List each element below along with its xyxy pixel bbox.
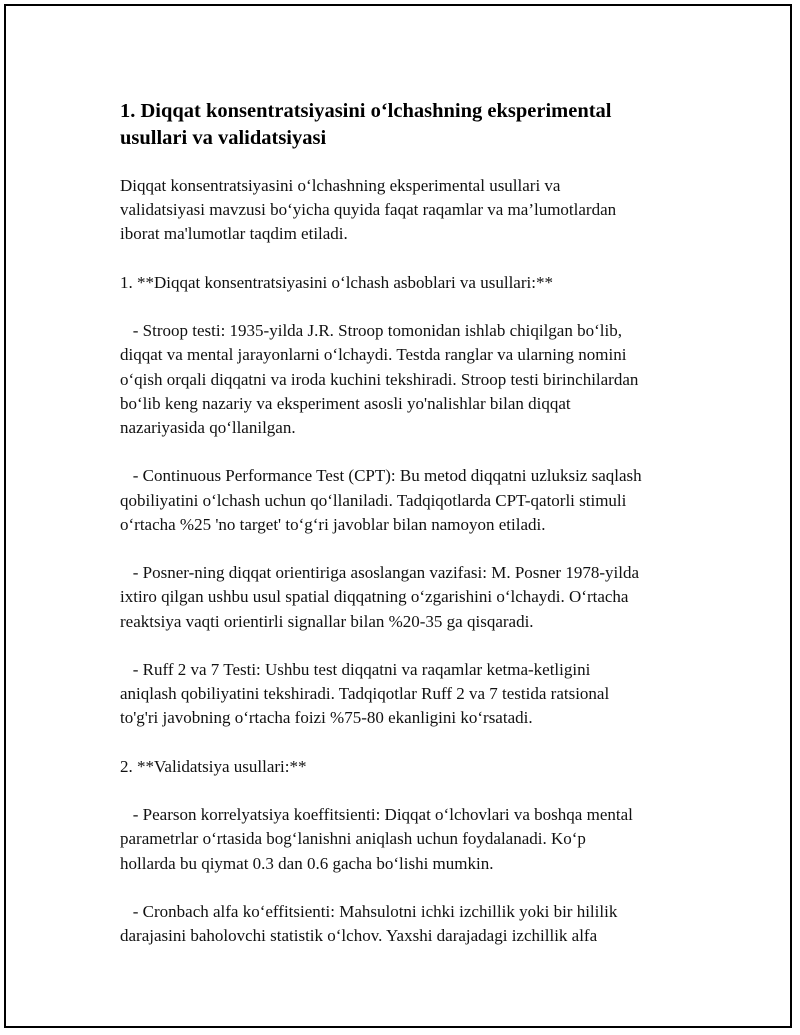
posner-line: reaktsiya vaqti orientirli signallar bilan %20-35 ga qisqaradi.	[120, 611, 534, 631]
stroop-line: o‘qish orqali diqqatni va iroda kuchini tekshiradi. Stroop testi birinchilardan	[120, 369, 639, 389]
intro-line: iborat ma'lumotlar taqdim etiladi.	[120, 224, 348, 244]
cronbach-paragraph	[120, 900, 710, 948]
paragraph-gap	[120, 440, 710, 464]
cpt-line: qobiliyatini o‘lchash uchun qo‘llaniladi. Tadqiqotlarda CPT-qatorli stimuli	[120, 490, 627, 510]
title-line-1: 1. Diqqat konsentratsiyasini o‘lchashning eksperimental	[120, 100, 612, 122]
posner-line: ixtiro qilgan ushbu usul spatial diqqatning o‘zgarishini o‘lchaydi. O‘rtacha	[120, 587, 629, 607]
intro-paragraph	[120, 174, 710, 247]
stroop-paragraph	[120, 319, 710, 440]
stroop-line: diqqat va mental jarayonlarni o‘lchaydi. Testda ranglar va ularning nomini	[120, 345, 627, 365]
paragraph-gap	[120, 537, 710, 561]
paragraph-gap	[120, 247, 710, 271]
section-1-heading: 1. **Diqqat konsentratsiyasini o‘lchash asboblari va usullari:**	[120, 272, 553, 292]
title-line-2: usullari va validatsiyasi	[120, 127, 327, 149]
ruff-line: aniqlash qobiliyatini tekshiradi. Tadqiqotlar Ruff 2 va 7 testida ratsional	[120, 684, 610, 704]
cpt-line: - Continuous Performance Test (CPT): Bu metod diqqatni uzluksiz saqlash	[120, 466, 642, 486]
pearson-line: hollarda bu qiymat 0.3 dan 0.6 gacha bo‘lishi mumkin.	[120, 853, 494, 873]
stroop-line: nazariyasida qo‘llanilgan.	[120, 418, 296, 437]
stroop-line: bo‘lib keng nazariy va eksperiment asosli yo'nalishlar bilan diqqat	[120, 393, 571, 413]
ruff-line: to'g'ri javobning o‘rtacha foizi %75-80 ekanligini ko‘rsatadi.	[120, 708, 533, 728]
cpt-paragraph	[120, 464, 710, 537]
pearson-line: parametrlar o‘rtasida bog‘lanishni aniqlash uchun foydalanadi. Ko‘p	[120, 829, 586, 849]
cronbach-line: darajasini baholovchi statistik o‘lchov. Yaxshi darajadagi izchillik alfa	[120, 926, 598, 946]
paragraph-gap	[120, 634, 710, 658]
ruff-line: - Ruff 2 va 7 Testi: Ushbu test diqqatni va raqamlar ketma-ketligini	[120, 659, 591, 679]
cpt-line: o‘rtacha %25 'no target' to‘g‘ri javoblar bilan namoyon etiladi.	[120, 514, 546, 534]
posner-paragraph	[120, 561, 710, 634]
paragraph-gap	[120, 876, 710, 900]
posner-line: - Posner-ning diqqat orientiriga asoslangan vazifasi: M. Posner 1978-yilda	[120, 563, 639, 583]
document-title	[120, 98, 710, 152]
document-body	[120, 98, 710, 948]
pearson-line: - Pearson korrelyatsiya koeffitsienti: Diqqat o‘lchovlari va boshqa mental	[120, 805, 633, 825]
page-frame	[4, 4, 792, 1028]
pearson-paragraph	[120, 803, 710, 876]
paragraph-gap	[120, 779, 710, 803]
ruff-paragraph	[120, 658, 710, 731]
paragraph-gap	[120, 731, 710, 755]
cronbach-line: - Cronbach alfa ko‘effitsienti: Mahsulotni ichki izchillik yoki bir hililik	[120, 901, 618, 921]
intro-line: validatsiyasi mavzusi bo‘yicha quyida faqat raqamlar va ma’lumotlardan	[120, 200, 617, 220]
section-2-heading: 2. **Validatsiya usullari:**	[120, 756, 307, 776]
intro-line: Diqqat konsentratsiyasini o‘lchashning eksperimental usullari va	[120, 176, 561, 195]
stroop-line: - Stroop testi: 1935-yilda J.R. Stroop tomonidan ishlab chiqilgan bo‘lib,	[120, 321, 622, 341]
paragraph-gap	[120, 295, 710, 319]
